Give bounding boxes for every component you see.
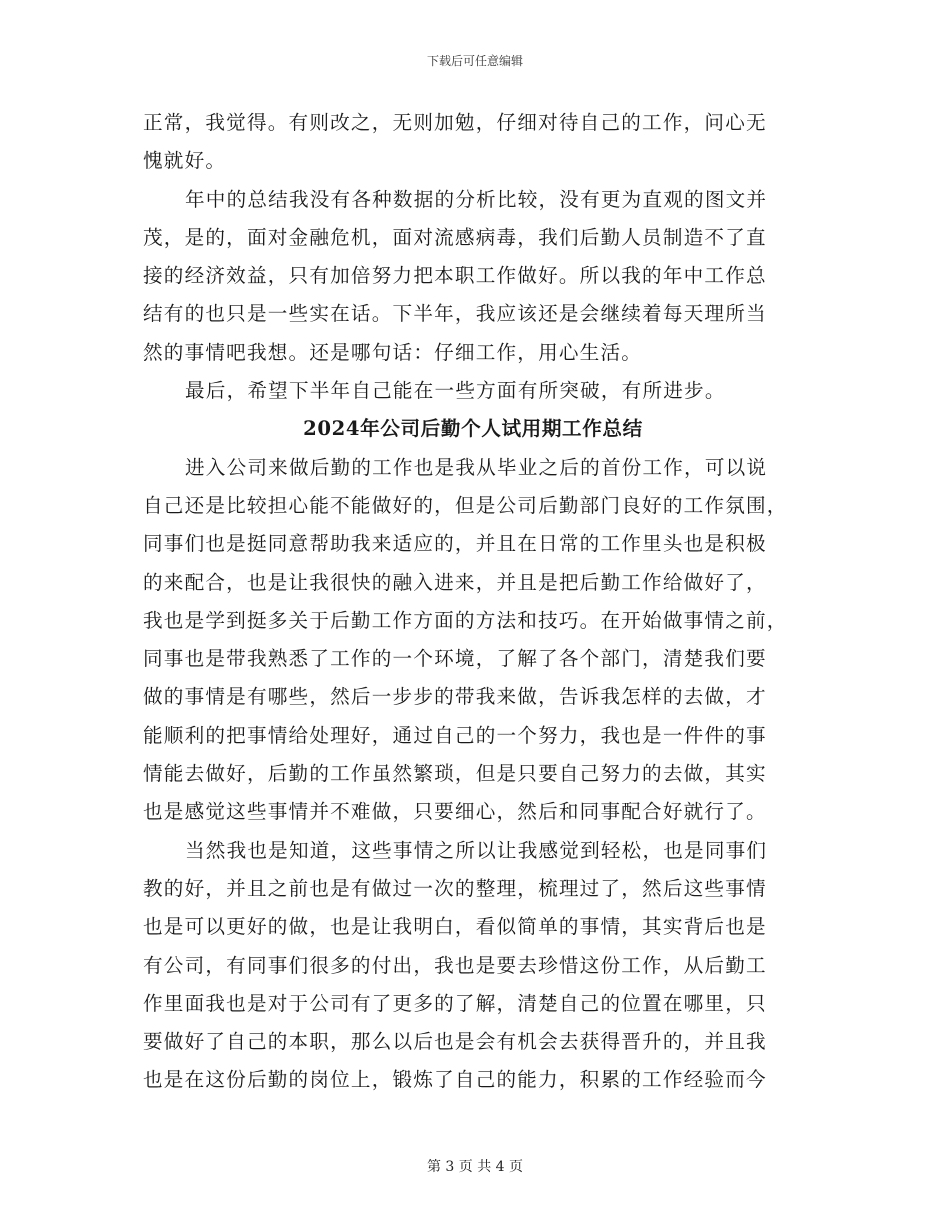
text-line: 结有的也只是一些实在话。下半年，我应该还是会继续着每天理所当 — [143, 302, 767, 326]
text-line: 年中的总结我没有各种数据的分析比较，没有更为直观的图文并 — [185, 187, 768, 211]
text-line: 我也是学到挺多关于后勤工作方面的方法和技巧。在开始做事情之前， — [143, 608, 788, 632]
page-footer: 第 3 页 共 4 页 — [426, 1159, 524, 1175]
text-line: 同事们也是挺同意帮助我来适应的，并且在日常的工作里头也是积极 — [143, 532, 767, 556]
paragraph-3 — [143, 372, 803, 410]
page-header: 下载后可任意编辑 — [426, 54, 523, 68]
text-line: 愧就好。 — [143, 149, 227, 173]
paragraph-1 — [143, 104, 803, 181]
text-line: 正常，我觉得。有则改之，无则加勉，仔细对待自己的工作，问心无 — [143, 111, 767, 134]
text-line: 当然我也是知道，这些事情之所以让我感觉到轻松，也是同事们 — [185, 838, 768, 862]
text-line: 然的事情吧我想。还是哪句话：仔细工作，用心生活。 — [143, 340, 643, 364]
text-line: 也是在这份后勤的岗位上，锻炼了自己的能力，积累的工作经验而今 — [143, 1068, 767, 1092]
text-line: 的来配合，也是让我很快的融入进来，并且是把后勤工作给做好了， — [143, 570, 767, 594]
text-line: 作里面我也是对于公司有了更多的了解，清楚自己的位置在哪里，只 — [143, 991, 767, 1015]
text-line: 情能去做好，后勤的工作虽然繁琐，但是只要自己努力的去做，其实 — [143, 762, 767, 786]
text-line: 也是感觉这些事情并不难做，只要细心，然后和同事配合好就行了。 — [143, 800, 767, 824]
paragraph-2 — [143, 181, 803, 372]
paragraph-5 — [143, 832, 803, 1100]
section-title: 2024年公司后勤个人试用期工作总结 — [303, 417, 643, 441]
text-line: 也是可以更好的做，也是让我明白，看似简单的事情，其实背后也是 — [143, 915, 767, 939]
text-line: 接的经济效益，只有加倍努力把本职工作做好。所以我的年中工作总 — [143, 264, 767, 288]
text-line: 自己还是比较担心能不能做好的，但是公司后勤部门良好的工作氛围， — [143, 493, 788, 517]
text-line: 教的好，并且之前也是有做过一次的整理，梳理过了，然后这些事情 — [143, 876, 767, 900]
text-line: 进入公司来做后勤的工作也是我从毕业之后的首份工作，可以说 — [185, 455, 768, 479]
text-line: 做的事情是有哪些，然后一步步的带我来做，告诉我怎样的去做，才 — [143, 685, 767, 709]
paragraph-4 — [143, 449, 803, 832]
text-line: 能顺利的把事情给处理好，通过自己的一个努力，我也是一件件的事 — [143, 723, 767, 747]
document-body — [143, 104, 803, 1100]
text-line: 同事也是带我熟悉了工作的一个环境，了解了各个部门，清楚我们要 — [143, 647, 767, 671]
text-line: 有公司，有同事们很多的付出，我也是要去珍惜这份工作，从后勤工 — [143, 953, 767, 977]
text-line: 最后，希望下半年自己能在一些方面有所突破，有所进步。 — [185, 379, 726, 403]
text-line: 茂，是的，面对金融危机，面对流感病毒，我们后勤人员制造不了直 — [143, 225, 767, 249]
text-line: 要做好了自己的本职，那么以后也是会有机会去获得晋升的，并且我 — [143, 1030, 767, 1054]
